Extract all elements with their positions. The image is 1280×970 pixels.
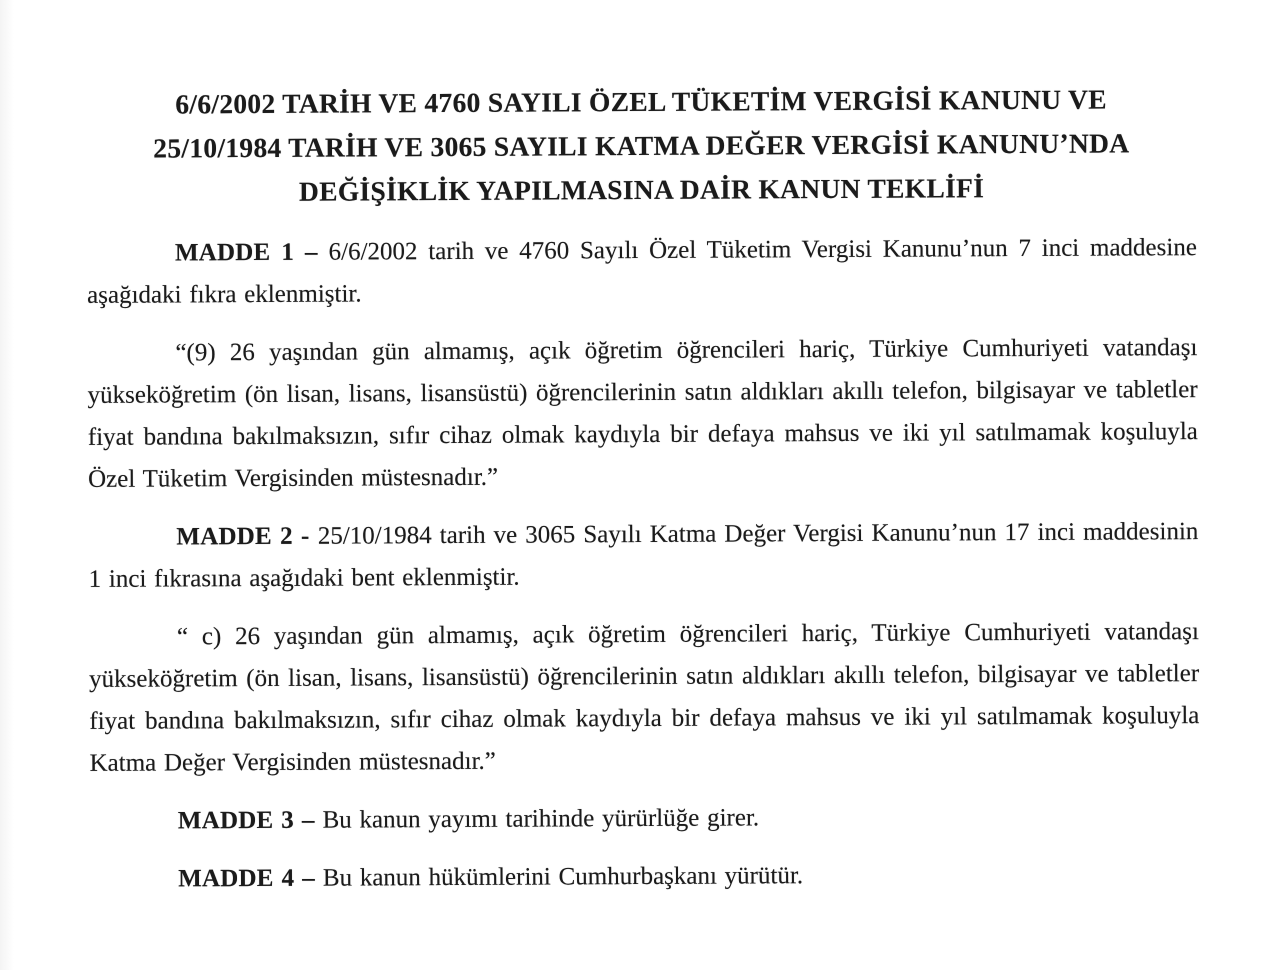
document-content — [86, 77, 1200, 917]
article-label: MADDE 3 – — [177, 806, 323, 835]
article-text: 25/10/1984 tarih ve 3065 Sayılı Katma Değer Vergisi Kanunu’nun 17 inci maddesinin 1 inci fıkrasına aşağıdaki bent eklenmiştir. — [88, 518, 1199, 593]
article-label: MADDE 1 – — [174, 238, 329, 267]
article-label: MADDE 4 – — [178, 864, 323, 893]
article-paragraph — [88, 511, 1198, 601]
title-line-2: 25/10/1984 TARİH VE 3065 SAYILI KATMA DEĞER VERGİSİ KANUNU’NDA — [153, 127, 1130, 164]
quoted-clause-paragraph — [89, 611, 1200, 785]
quoted-clause-paragraph — [87, 327, 1198, 501]
article-text: “ c) 26 yaşından gün almamış, açık öğretim öğrencileri hariç, Türkiye Cumhuriyeti vatandaşı yükseköğretim (ön lisan, lisans, lisansüstü) öğrencilerinin satın aldıkları akıllı telefon, bilgisayar ve tabletler fiyat bandına bakılmaksızın, sıfır cihaz olmak kaydıyla bir defaya mahsus ve iki yıl satılmamak koşuluyla Katma Değer Vergisinden müstesnadır.” — [89, 618, 1200, 777]
article-text: “(9) 26 yaşından gün almamış, açık öğretim öğrencileri hariç, Türkiye Cumhuriyeti vatandaşı yükseköğretim (ön lisan, lisans, lisansüstü) öğrencilerinin satın aldıkları akıllı telefon, bilgisayar ve tabletler fiyat bandına bakılmaksızın, sıfır cihaz olmak kaydıyla bir defaya mahsus ve iki yıl satılmamak koşuluyla Özel Tüketim Vergisinden müstesnadır.” — [87, 334, 1198, 493]
article-text: Bu kanun yayımı tarihinde yürürlüğe girer. — [322, 804, 760, 834]
article-paragraph — [90, 853, 1200, 901]
title-line-3: DEĞİŞİKLİK YAPILMASINA DAİR KANUN TEKLİFİ — [298, 172, 985, 207]
article-paragraph — [87, 227, 1197, 317]
article-text: 6/6/2002 tarih ve 4760 Sayılı Özel Tüketim Vergisi Kanunu’nun 7 inci maddesine aşağıdaki fıkra eklenmiştir. — [87, 234, 1197, 309]
article-paragraph — [90, 795, 1200, 843]
article-label: MADDE 2 - — [176, 522, 318, 551]
document-title — [86, 77, 1197, 215]
article-text: Bu kanun hükümlerini Cumhurbaşkanı yürütür. — [322, 862, 804, 892]
title-line-1: 6/6/2002 TARİH VE 4760 SAYILI ÖZEL TÜKETİM VERGİSİ KANUNU VE — [175, 83, 1107, 120]
